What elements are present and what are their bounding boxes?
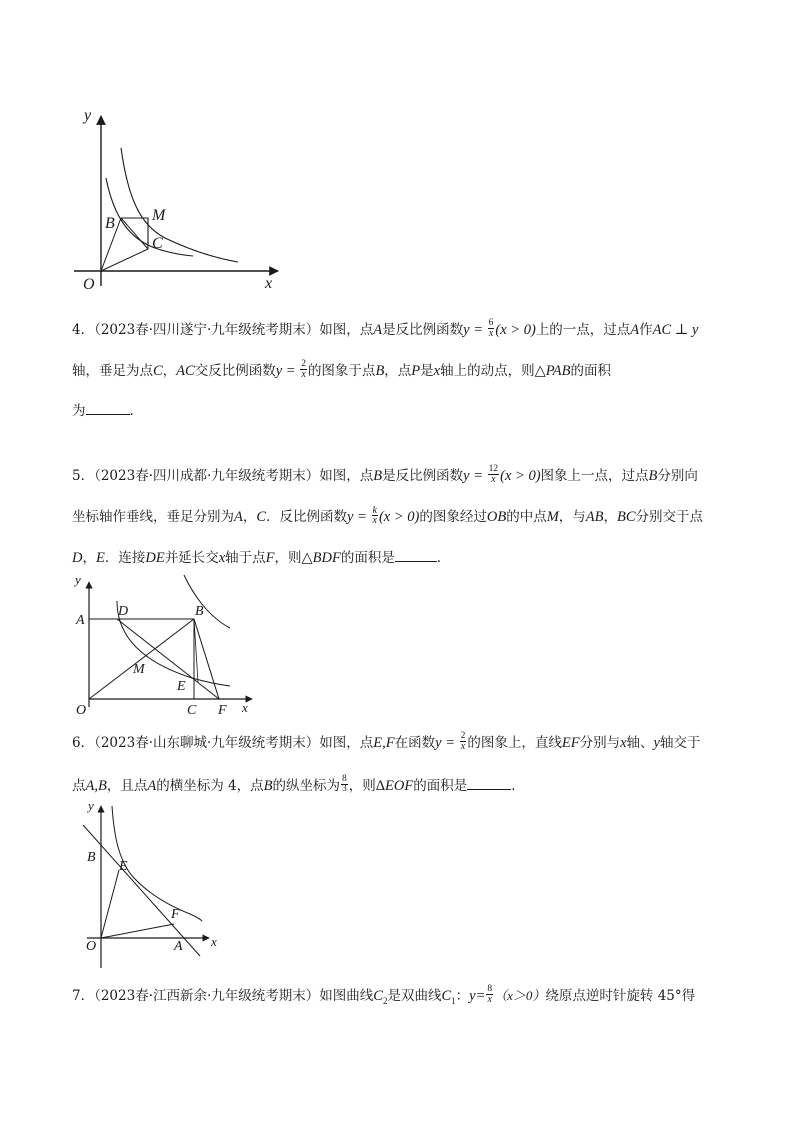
seg-bc (121, 218, 148, 249)
q4-math: x (433, 363, 441, 379)
q4-text: ，点 (384, 363, 412, 379)
q5-text: 分别交于点 (635, 509, 704, 525)
frac-num: 8 (487, 984, 493, 994)
q6-text: 点 (72, 778, 86, 794)
label-c: C (187, 703, 197, 718)
q4-math: AC (176, 363, 195, 379)
frac-num: 8 (341, 774, 347, 784)
q5-text: ．连接 (104, 550, 146, 566)
label-y: y (84, 107, 92, 124)
label-x: x (242, 700, 248, 715)
q6-answer-blank[interactable] (467, 775, 511, 790)
label-c: C (152, 235, 163, 252)
label-o: O (76, 703, 87, 718)
q5-math: △ (301, 550, 313, 566)
label-f: F (171, 907, 180, 922)
label-m: M (133, 662, 145, 677)
label-e: E (119, 859, 128, 874)
q5-text: ． (436, 550, 451, 566)
q7-text: 如图曲线 (319, 988, 374, 1004)
q4-math: (x > 0) (495, 322, 536, 338)
q6-text: 的图象上，直线 (467, 735, 562, 751)
q7-math: （x＞0） (494, 988, 546, 1003)
label-f: F (218, 703, 227, 718)
q5-math: DE (145, 550, 165, 566)
q4-math: A (373, 322, 383, 338)
label-o: O (83, 276, 95, 293)
figure-q6 (72, 798, 232, 973)
figure-top-hyperbolas (70, 100, 290, 300)
q4-source: （2023春·四川遂宁·九年级统考期末） (94, 322, 320, 338)
q4-fraction-2-over-x (300, 360, 307, 379)
q5-text: 分别向 (657, 468, 698, 484)
frac-den: x (487, 994, 492, 1005)
q7-source: （2023春·江西新余·九年级统考期末） (94, 988, 320, 1004)
q7-number: 7． (72, 988, 95, 1004)
q4-number: 4． (72, 322, 95, 338)
q6-math: EOF (385, 778, 414, 794)
q6-math: Δ (375, 778, 386, 794)
frac-den: x (488, 328, 494, 339)
q5-text: ， (603, 509, 618, 525)
q4-math: y = (463, 322, 487, 338)
q6-math: EF (561, 735, 580, 751)
q4-text: 如图，点 (319, 322, 374, 338)
q6-text: 轴、 (626, 735, 654, 751)
q7-fraction-8-over-x (486, 985, 493, 1004)
label-y: y (88, 798, 94, 813)
frac-den: x (460, 741, 466, 752)
q6-fraction-8-over-3 (341, 775, 348, 794)
q5-text: ， (242, 509, 257, 525)
q4-math: A (630, 322, 640, 338)
frac-num: 2 (301, 359, 306, 369)
q4-text: 为 (72, 403, 86, 419)
q5-text: ，则 (274, 550, 302, 566)
q5-math: D (72, 550, 83, 566)
q5-math: AB (585, 509, 604, 525)
q4-text: 交反比例函数 (194, 363, 276, 379)
q5-math: C (256, 509, 267, 525)
q5-answer-blank[interactable] (395, 547, 437, 562)
outer-hyperbola (121, 148, 238, 262)
q4-text: 作 (639, 322, 653, 338)
frac-den: 3 (341, 784, 347, 794)
q4-text: 的图象于点 (307, 363, 376, 379)
q5-math: F (265, 550, 275, 566)
seg-bf (194, 619, 219, 699)
q4-text: 轴，垂足为点 (72, 363, 153, 379)
q6-text: 分别与 (579, 735, 621, 751)
q4-math: △ (534, 363, 546, 379)
q5-math: E (95, 550, 105, 566)
label-a: A (76, 613, 85, 628)
q4-text: ， (162, 363, 177, 379)
q5-text: 并延长交 (164, 550, 219, 566)
q6-math: B (263, 778, 273, 794)
q5-text: ， (82, 550, 96, 566)
q5-text: ，与 (558, 509, 586, 525)
q4-math: B (375, 363, 385, 379)
q5-math: OB (486, 509, 507, 525)
q4-text: 轴上的动点，则 (440, 363, 535, 379)
q6-math: A (147, 778, 157, 794)
q5-fraction-k-over-x (372, 506, 378, 525)
q7-text: 是双曲线 (387, 988, 442, 1004)
q4-text: 是反比例函数 (382, 322, 464, 338)
q5-number: 5． (72, 468, 95, 484)
q6-math: y (653, 735, 660, 751)
q6-number: 6． (72, 735, 95, 751)
q7-text: ： (455, 988, 470, 1004)
q7-math: y= (469, 988, 486, 1004)
q6-text: 在函数 (394, 735, 436, 751)
q5-math: (x > 0) (500, 468, 541, 484)
q6-source: （2023春·山东聊城·九年级统考期末） (94, 735, 320, 751)
label-m: M (152, 207, 166, 224)
q4-math: y = (275, 363, 300, 379)
c2-letter: C (373, 988, 383, 1004)
label-d: D (118, 604, 129, 619)
q5-math: BC (617, 509, 636, 525)
frac-den: x (301, 369, 306, 380)
q7-curve-c1 (441, 988, 455, 1004)
q4-math: P (411, 363, 421, 379)
q7-text: 绕原点逆时针旋转 45°得 (545, 988, 696, 1004)
q4-math: PAB (545, 363, 571, 379)
seg-of (101, 924, 174, 938)
label-e: E (177, 679, 186, 694)
q5-math: y = (347, 509, 371, 525)
q7-curve-c2 (373, 988, 387, 1004)
q5-text: 的图象经过 (419, 509, 487, 525)
q5-text: 轴于点 (225, 550, 266, 566)
q4-text: 的面积 (570, 363, 611, 379)
frac-num: 2 (460, 731, 466, 741)
q5-math: y = (463, 468, 487, 484)
c1-subscript: 1 (451, 995, 456, 1006)
q4-text: 上的一点，过点 (535, 322, 631, 338)
q5-text: 的中点 (506, 509, 547, 525)
q6-text: ，且点 (106, 778, 148, 794)
q6-fraction-2-over-x (460, 732, 467, 751)
q5-math: BDF (312, 550, 341, 566)
q5-math: M (546, 509, 559, 525)
q4-text: 是 (420, 363, 434, 379)
q4-fraction-6-over-x (488, 319, 495, 338)
q6-text: ． (511, 778, 525, 794)
label-o: O (86, 939, 97, 954)
seg-oe (101, 870, 119, 938)
q5-source: （2023春·四川成都·九年级统考期末） (94, 468, 320, 484)
q4-answer-blank[interactable] (86, 400, 130, 415)
q5-math: B (373, 468, 383, 484)
label-a: A (174, 939, 183, 954)
q5-text: 的面积是 (340, 550, 395, 566)
q6-text: 的横坐标为 4，点 (156, 778, 264, 794)
q5-text: 坐标轴作垂线，垂足分别为 (72, 509, 234, 525)
q4-text: ． (129, 403, 143, 419)
frac-num: k (372, 505, 377, 516)
figure-q5 (72, 572, 272, 720)
q6-text: 如图，点 (319, 735, 374, 751)
c2-subscript: 2 (382, 995, 388, 1006)
q6-math: y = (435, 735, 459, 751)
q6-math: x (620, 735, 627, 751)
q5-math: A (234, 509, 243, 525)
hyperbola-12-over-x (184, 575, 230, 628)
q5-math: (x > 0) (378, 509, 420, 525)
frac-den: x (372, 515, 377, 526)
q6-text: 的面积是 (413, 778, 468, 794)
q6-math: E,F (373, 735, 395, 751)
seg-df (117, 619, 219, 699)
frac-num: 6 (488, 318, 494, 328)
q6-text: ，则 (348, 778, 376, 794)
label-b: B (195, 604, 204, 619)
q5-text: 如图，点 (319, 468, 374, 484)
q4-math: C (153, 363, 163, 379)
frac-num: 12 (488, 464, 499, 474)
label-b: B (87, 850, 96, 865)
q5-math: x (218, 550, 226, 566)
q5-text: ．反比例函数 (266, 509, 348, 525)
q5-math: B (648, 468, 658, 484)
frac-den: x (491, 474, 496, 485)
label-x: x (265, 275, 273, 292)
label-y: y (75, 572, 81, 587)
q6-math: A,B (85, 778, 107, 794)
q6-text: 的纵坐标为 (272, 778, 340, 794)
c1-letter: C (441, 988, 452, 1004)
q5-text: 图象上一点，过点 (540, 468, 649, 484)
q5-fraction-12-over-x (488, 465, 500, 484)
label-b: B (105, 215, 115, 232)
q5-text: 是反比例函数 (382, 468, 464, 484)
q4-math: AC ⊥ y (652, 322, 699, 338)
label-x: x (211, 934, 217, 949)
q6-text: 轴交于 (659, 735, 701, 751)
